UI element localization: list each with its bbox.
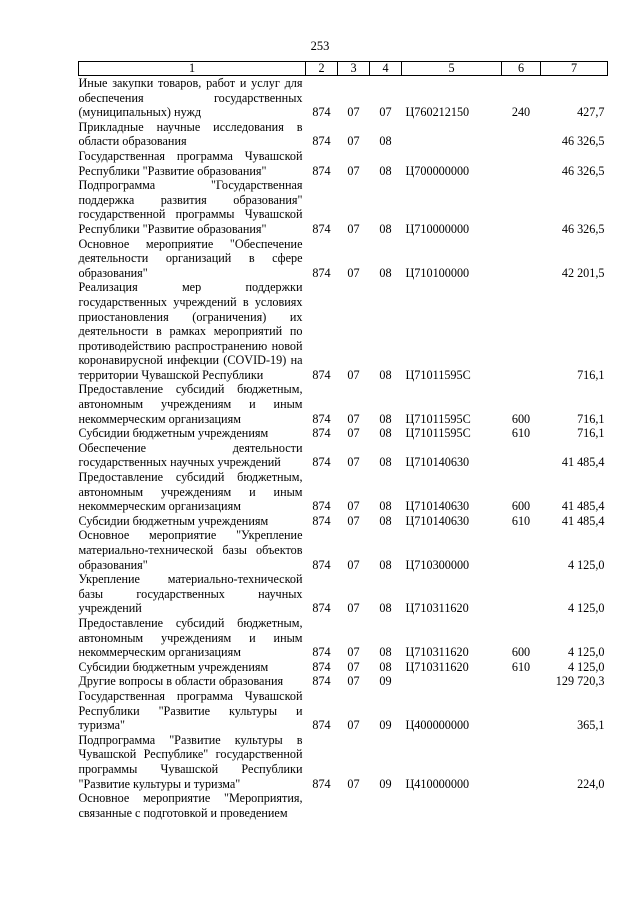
row-amount: 716,1 — [577, 426, 605, 441]
table-row — [79, 178, 608, 236]
row-expense-type — [502, 733, 541, 791]
row-target-article: Ц71011595С — [405, 426, 471, 441]
row-admin-code — [306, 791, 338, 820]
row-section: 07 — [347, 674, 360, 689]
row-amount: 46 326,5 — [561, 221, 605, 236]
row-subsection: 08 — [379, 265, 392, 280]
row-name: Субсидии бюджетным учреждениям — [78, 426, 269, 441]
row-subsection: 08 — [379, 557, 392, 572]
header-col-1: 1 — [79, 62, 306, 76]
row-section: 07 — [347, 134, 360, 149]
row-amount: 716,1 — [577, 411, 605, 426]
row-section: 07 — [347, 265, 360, 280]
table-row — [79, 660, 608, 675]
table-row — [79, 441, 608, 470]
row-name: Субсидии бюджетным учреждениям — [78, 513, 269, 528]
row-target-article: Ц71011595С — [405, 411, 471, 426]
row-subsection: 08 — [379, 513, 392, 528]
row-name: Другие вопросы в области образования — [78, 674, 284, 689]
row-target-article: Ц710000000 — [405, 221, 470, 236]
row-amount: 41 485,4 — [561, 455, 605, 470]
row-expense-type: 600 — [511, 645, 531, 660]
row-expense-type — [502, 441, 541, 470]
row-admin-code: 874 — [312, 163, 331, 178]
row-subsection: 08 — [379, 221, 392, 236]
table-row — [79, 689, 608, 733]
row-name: Основное мероприятие "Укрепление материально-технической базы объектов образования" — [78, 528, 303, 572]
row-target-article: Ц710311620 — [405, 601, 469, 616]
table-row — [79, 120, 608, 149]
row-amount: 46 326,5 — [561, 163, 605, 178]
row-amount: 427,7 — [577, 105, 605, 120]
row-subsection: 08 — [379, 367, 392, 382]
row-target-article: Ц710140630 — [405, 499, 470, 514]
row-section: 07 — [347, 645, 360, 660]
row-subsection: 08 — [379, 411, 392, 426]
row-expense-type — [502, 689, 541, 733]
row-name: Подпрограмма "Развитие культуры в Чувашской Республике" государственной программы Чувашской Республики "Развитие культуры и туризма" — [78, 732, 303, 791]
table-row — [79, 791, 608, 820]
row-expense-type — [502, 178, 541, 236]
table-row — [79, 470, 608, 514]
row-section: 07 — [347, 426, 360, 441]
row-section: 07 — [347, 455, 360, 470]
row-admin-code: 874 — [312, 426, 331, 441]
table-row — [79, 528, 608, 572]
row-name: Иные закупки товаров, работ и услуг для обеспечения государственных (муниципальных) нужд — [78, 76, 303, 120]
table-header-row — [79, 62, 608, 76]
row-target-article: Ц710311620 — [405, 659, 469, 674]
header-col-5: 5 — [402, 62, 502, 76]
row-admin-code: 874 — [312, 659, 331, 674]
row-expense-type — [502, 572, 541, 616]
budget-table — [78, 61, 608, 820]
row-expense-type — [502, 149, 541, 178]
row-amount: 46 326,5 — [561, 134, 605, 149]
header-col-7: 7 — [541, 62, 608, 76]
page-number: 253 — [310, 39, 330, 53]
row-name: Предоставление субсидий бюджетным, автономным учреждениям и иным некоммерческим организациям — [78, 615, 303, 660]
row-amount: 41 485,4 — [561, 499, 605, 514]
row-target-article: Ц760212150 — [405, 105, 470, 120]
row-expense-type — [502, 528, 541, 572]
row-target-article: Ц71011595С — [405, 367, 471, 382]
table-row — [79, 616, 608, 660]
row-expense-type: 600 — [511, 411, 531, 426]
row-amount: 4 125,0 — [567, 659, 605, 674]
row-amount: 42 201,5 — [561, 265, 605, 280]
row-target-article — [402, 791, 502, 820]
row-subsection: 08 — [379, 455, 392, 470]
header-col-6: 6 — [502, 62, 541, 76]
row-admin-code: 874 — [312, 718, 331, 733]
row-section: 07 — [347, 411, 360, 426]
row-section: 07 — [347, 367, 360, 382]
row-subsection: 08 — [379, 645, 392, 660]
row-section: 07 — [347, 221, 360, 236]
row-name: Основное мероприятие "Мероприятия, связанные с подготовкой и проведением — [78, 791, 303, 820]
row-subsection: 09 — [379, 718, 392, 733]
row-amount: 4 125,0 — [567, 645, 605, 660]
row-amount: 365,1 — [577, 718, 605, 733]
table-row — [79, 572, 608, 616]
row-amount: 716,1 — [577, 367, 605, 382]
row-amount: 4 125,0 — [567, 601, 605, 616]
header-col-3: 3 — [338, 62, 370, 76]
row-admin-code: 874 — [312, 557, 331, 572]
row-target-article: Ц710140630 — [405, 455, 470, 470]
row-target-article: Ц710100000 — [405, 265, 470, 280]
row-section: 07 — [347, 499, 360, 514]
row-name: Субсидии бюджетным учреждениям — [78, 659, 269, 674]
row-expense-type — [502, 674, 541, 689]
row-expense-type: 610 — [511, 659, 531, 674]
row-section: 07 — [347, 659, 360, 674]
row-admin-code: 874 — [312, 776, 331, 791]
row-admin-code: 874 — [312, 645, 331, 660]
row-admin-code: 874 — [312, 105, 331, 120]
row-admin-code: 874 — [312, 455, 331, 470]
row-subsection: 08 — [379, 426, 392, 441]
table-row — [79, 514, 608, 529]
row-admin-code: 874 — [312, 411, 331, 426]
table-row — [79, 733, 608, 791]
row-subsection: 08 — [379, 134, 392, 149]
row-name: Основное мероприятие "Обеспечение деятельности организаций в сфере образования" — [78, 236, 303, 280]
row-amount: 224,0 — [577, 776, 605, 791]
row-target-article — [402, 674, 502, 689]
row-amount: 4 125,0 — [567, 557, 605, 572]
row-subsection: 09 — [379, 674, 392, 689]
row-amount: 129 720,3 — [555, 674, 605, 689]
row-expense-type — [502, 120, 541, 149]
row-amount — [541, 791, 608, 820]
row-target-article: Ц710311620 — [405, 645, 469, 660]
table-row — [79, 280, 608, 382]
row-section: 07 — [347, 105, 360, 120]
row-name: Государственная программа Чувашской Республики "Развитие образования" — [78, 148, 303, 178]
row-target-article — [402, 120, 502, 149]
table-row — [79, 237, 608, 281]
row-section — [338, 791, 370, 820]
table-body — [79, 76, 608, 821]
row-name: Предоставление субсидий бюджетным, автономным учреждениям и иным некоммерческим организациям — [78, 470, 303, 514]
row-section: 07 — [347, 513, 360, 528]
row-name: Подпрограмма "Государственная поддержка развития образования" государственной программы Чувашской Республики "Развитие образования" — [78, 178, 303, 236]
row-name: Государственная программа Чувашской Республики "Развитие культуры и туризма" — [78, 688, 303, 733]
header-col-2: 2 — [306, 62, 338, 76]
row-name: Предоставление субсидий бюджетным, автономным учреждениям и иным некоммерческим организациям — [78, 382, 303, 426]
table-row — [79, 76, 608, 120]
row-admin-code: 874 — [312, 513, 331, 528]
row-expense-type: 610 — [511, 513, 531, 528]
row-admin-code: 874 — [312, 499, 331, 514]
row-subsection — [370, 791, 402, 820]
table-row — [79, 149, 608, 178]
table-row — [79, 426, 608, 441]
row-expense-type: 600 — [511, 499, 531, 514]
row-admin-code: 874 — [312, 134, 331, 149]
row-section: 07 — [347, 718, 360, 733]
row-section: 07 — [347, 776, 360, 791]
row-admin-code: 874 — [312, 601, 331, 616]
row-target-article: Ц400000000 — [405, 718, 470, 733]
row-target-article: Ц710140630 — [405, 513, 470, 528]
row-target-article: Ц710300000 — [405, 557, 470, 572]
row-name: Реализация мер поддержки государственных учреждений в условиях приостановления (ограничения) их деятельности в рамках мероприятий по противодействию распространению новой коронавирусной инфекции (COVID-19) на территории Чувашской Республики — [78, 280, 303, 382]
row-name: Обеспечение деятельности государственных научных учреждений — [78, 440, 303, 470]
row-subsection: 08 — [379, 499, 392, 514]
row-expense-type — [502, 237, 541, 281]
row-expense-type — [502, 280, 541, 382]
row-amount: 41 485,4 — [561, 513, 605, 528]
row-name: Прикладные научные исследования в области образования — [78, 119, 303, 149]
row-target-article: Ц410000000 — [405, 776, 470, 791]
row-subsection: 09 — [379, 776, 392, 791]
table-row — [79, 674, 608, 689]
header-col-4: 4 — [370, 62, 402, 76]
row-admin-code: 874 — [312, 367, 331, 382]
row-expense-type — [502, 791, 541, 820]
row-expense-type: 240 — [511, 105, 531, 120]
row-section: 07 — [347, 601, 360, 616]
row-subsection: 07 — [379, 105, 392, 120]
row-expense-type: 610 — [511, 426, 531, 441]
row-subsection: 08 — [379, 163, 392, 178]
row-section: 07 — [347, 557, 360, 572]
row-subsection: 08 — [379, 659, 392, 674]
row-subsection: 08 — [379, 601, 392, 616]
row-target-article: Ц700000000 — [405, 163, 470, 178]
row-name: Укрепление материально-технической базы государственных научных учреждений — [78, 572, 303, 616]
row-admin-code: 874 — [312, 221, 331, 236]
row-admin-code: 874 — [312, 265, 331, 280]
table-row — [79, 382, 608, 426]
row-admin-code: 874 — [312, 674, 331, 689]
row-section: 07 — [347, 163, 360, 178]
